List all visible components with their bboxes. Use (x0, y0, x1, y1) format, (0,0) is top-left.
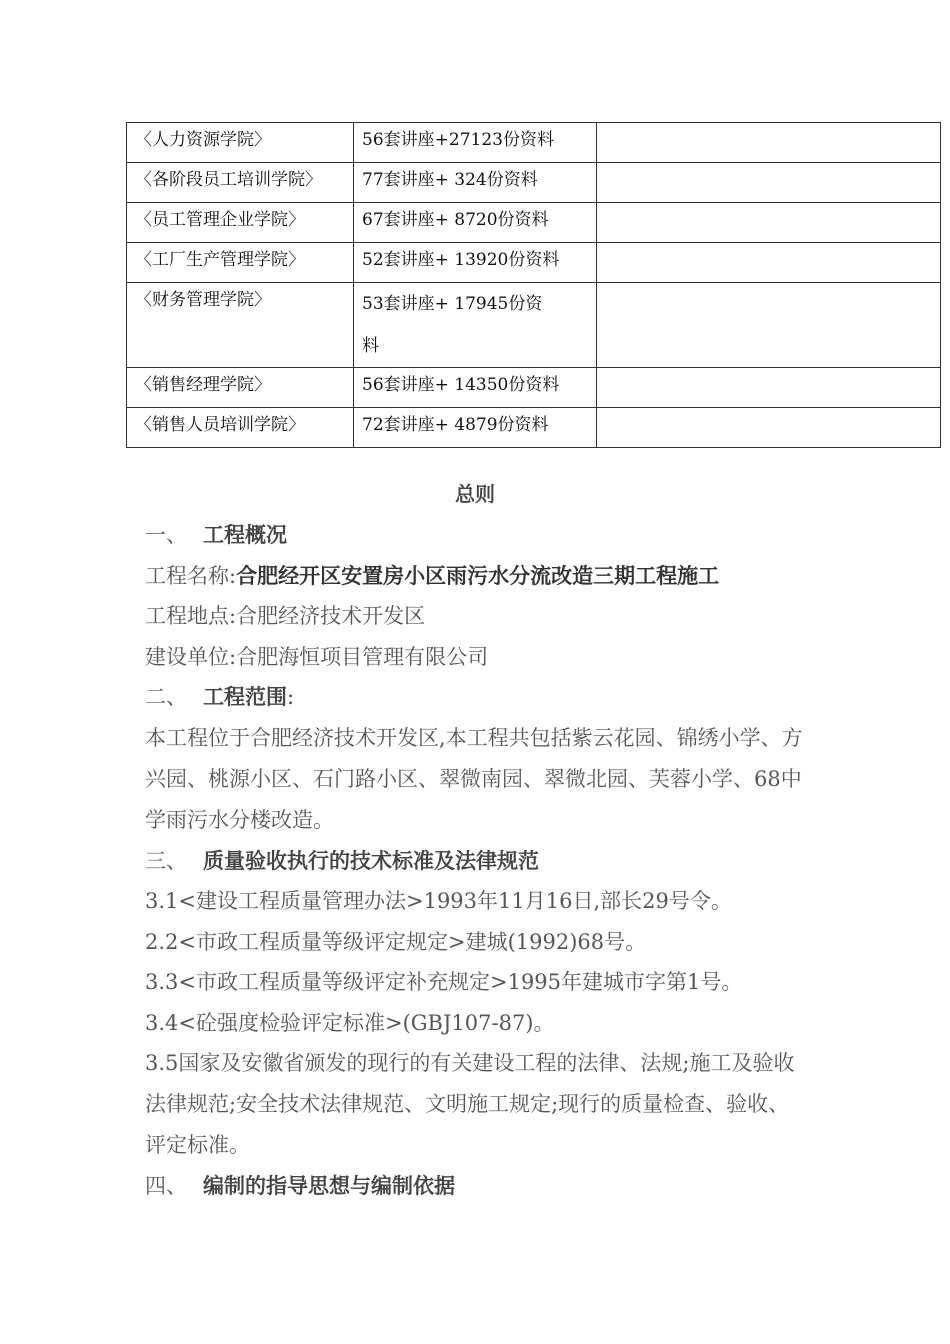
empty-cell (597, 243, 941, 283)
document-body (145, 515, 810, 1207)
field-label: 工程名称: (145, 563, 237, 588)
standard-item: 2.2<市政工程质量等级评定规定>建城(1992)68号。 (145, 929, 647, 954)
heading-text: 编制的指导思想与编制依据 (203, 1173, 455, 1198)
heading-number: 四、 (145, 1174, 187, 1198)
course-content-cell: 72套讲座+ 4879份资料 (354, 408, 597, 448)
course-content-cell: 56套讲座+ 14350份资料 (354, 368, 597, 408)
section-heading-3 (145, 841, 810, 882)
course-name-cell: 〈各阶段员工培训学院〉 (127, 163, 354, 203)
standard-item: 3.1<建设工程质量管理办法>1993年11月16日,部长29号令。 (145, 889, 732, 913)
table-row (127, 368, 941, 408)
heading-text: 工程概况 (203, 522, 287, 547)
section-title: 总则 (455, 482, 495, 506)
project-name (145, 556, 810, 597)
table-row (127, 163, 941, 203)
empty-cell (597, 408, 941, 448)
course-content-cell: 56套讲座+27123份资料 (354, 123, 597, 163)
course-content-cell: 77套讲座+ 324份资料 (354, 163, 597, 203)
empty-cell (597, 203, 941, 243)
course-content-cell: 52套讲座+ 13920份资料 (354, 243, 597, 283)
table-row (127, 123, 941, 163)
course-name-cell: 〈人力资源学院〉 (127, 123, 354, 163)
scope-paragraph: 本工程位于合肥经济技术开发区,本工程共包括紫云花园、锦绣小学、方兴园、桃源小区、石门路小区、翠微南园、翠微北园、芙蓉小学、68中学雨污水分楼改造。 (145, 725, 803, 832)
empty-cell (597, 163, 941, 203)
course-name-cell: 〈销售经理学院〉 (127, 368, 354, 408)
heading-text: 工程范围 (203, 684, 287, 709)
course-content-line: 53套讲座+ 17945份资 (362, 294, 543, 314)
table-row (127, 243, 941, 283)
empty-cell (597, 123, 941, 163)
course-name-cell: 〈工厂生产管理学院〉 (127, 243, 354, 283)
course-content-cell: 67套讲座+ 8720份资料 (354, 203, 597, 243)
section-heading-1 (145, 515, 810, 556)
section-heading-2 (145, 677, 810, 718)
heading-number: 一、 (145, 523, 187, 547)
construction-unit: 建设单位:合肥海恒项目管理有限公司 (145, 644, 489, 669)
section-heading-4 (145, 1166, 810, 1207)
standard-item: 3.3<市政工程质量等级评定补充规定>1995年建城市字第1号。 (145, 970, 743, 994)
standard-item: 3.4<砼强度检验评定标准>(GBJ107-87)。 (145, 1010, 555, 1035)
field-value: 合肥经开区安置房小区雨污水分流改造三期工程施工 (236, 562, 720, 588)
table-row (127, 203, 941, 243)
table-row (127, 283, 941, 368)
standard-item: 3.5国家及安徽省颁发的现行的有关建设工程的法律、法规;施工及验收法律规范;安全技术法律规范、文明施工规定;现行的质量检查、验收、评定标准。 (145, 1051, 795, 1157)
course-catalog-table (126, 122, 941, 448)
empty-cell (597, 368, 941, 408)
empty-cell (597, 283, 941, 368)
course-name-cell: 〈员工管理企业学院〉 (127, 203, 354, 243)
course-name-cell: 〈财务管理学院〉 (127, 283, 354, 368)
course-content-line: 料 (362, 336, 379, 356)
heading-colon: : (287, 685, 295, 709)
table-row (127, 408, 941, 448)
heading-number: 三、 (145, 848, 187, 873)
course-content-cell (354, 283, 597, 368)
heading-text: 质量验收执行的技术标准及法律规范 (203, 847, 539, 873)
project-site: 工程地点:合肥经济技术开发区 (145, 604, 426, 628)
course-name-cell: 〈销售人员培训学院〉 (127, 408, 354, 448)
heading-number: 二、 (145, 685, 187, 709)
